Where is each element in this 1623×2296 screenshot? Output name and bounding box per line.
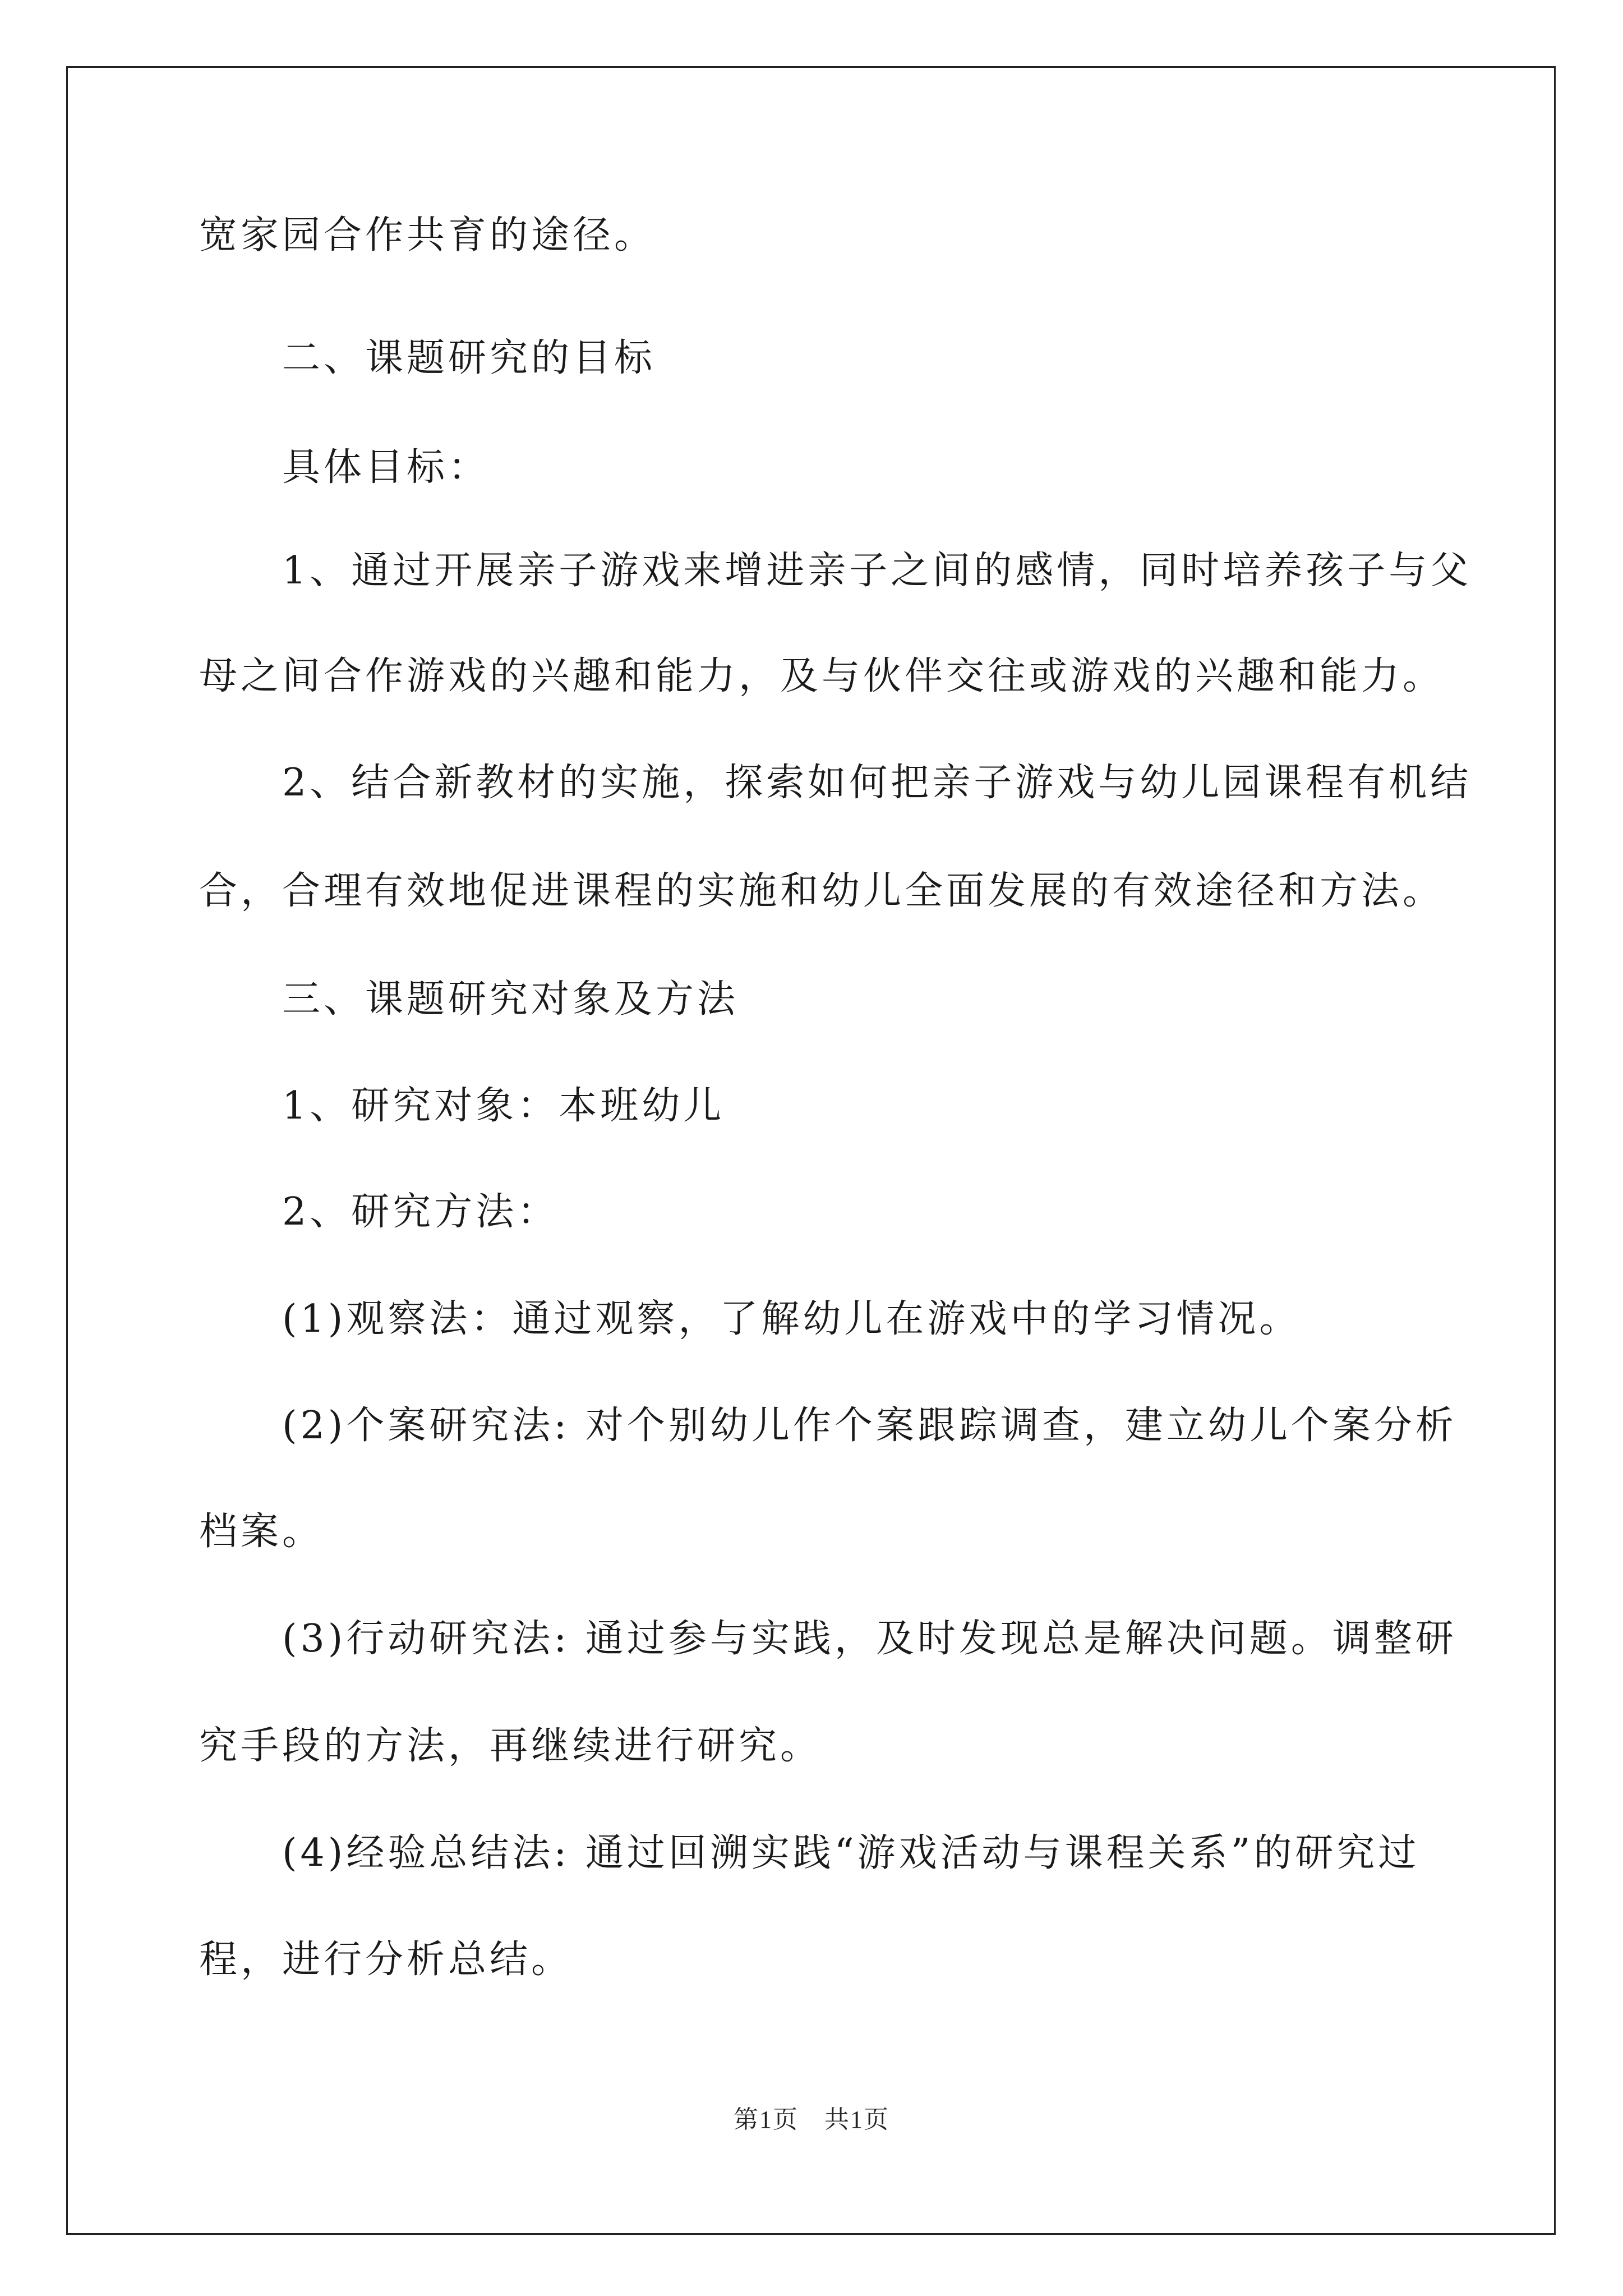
paragraph-line: 合，合理有效地促进课程的实施和幼儿全面发展的有效途径和方法。 [199, 869, 1445, 913]
paragraph-line: (3)行动研究法: 通过参与实践，及时发现总是解决问题。调整研 [282, 1617, 1457, 1661]
page-number-footer: 第1页 共1页 [734, 2106, 889, 2133]
paragraph-line: 2、结合新教材的实施，探索如何把亲子游戏与幼儿园课程有机结 [282, 761, 1472, 805]
paragraph-line: (1)观察法：通过观察，了解幼儿在游戏中的学习情况。 [282, 1297, 1301, 1341]
paragraph-line: 1、研究对象：本班幼儿 [282, 1084, 725, 1128]
section-heading: 三、课题研究对象及方法 [282, 977, 739, 1022]
paragraph-line: 具体目标： [282, 445, 490, 490]
paragraph-line: 2、研究方法： [282, 1190, 559, 1234]
paragraph-line: 程，进行分析总结。 [199, 1938, 573, 1982]
paragraph-line: (4)经验总结法: 通过回溯实践“游戏活动与课程关系”的研究过 [282, 1831, 1420, 1875]
section-heading: 二、课题研究的目标 [282, 336, 656, 380]
paragraph-line: 究手段的方法，再继续进行研究。 [199, 1724, 822, 1768]
paragraph-line: 档案。 [199, 1510, 324, 1554]
paragraph-line: 母之间合作游戏的兴趣和能力，及与伙伴交往或游戏的兴趣和能力。 [199, 654, 1445, 698]
page-border [66, 66, 1556, 2235]
paragraph-line: 宽家园合作共育的途径。 [199, 213, 656, 257]
paragraph-line: (2)个案研究法: 对个别幼儿作个案跟踪调查，建立幼儿个案分析 [282, 1404, 1457, 1448]
paragraph-line: 1、通过开展亲子游戏来增进亲子之间的感情，同时培养孩子与父 [282, 549, 1472, 593]
